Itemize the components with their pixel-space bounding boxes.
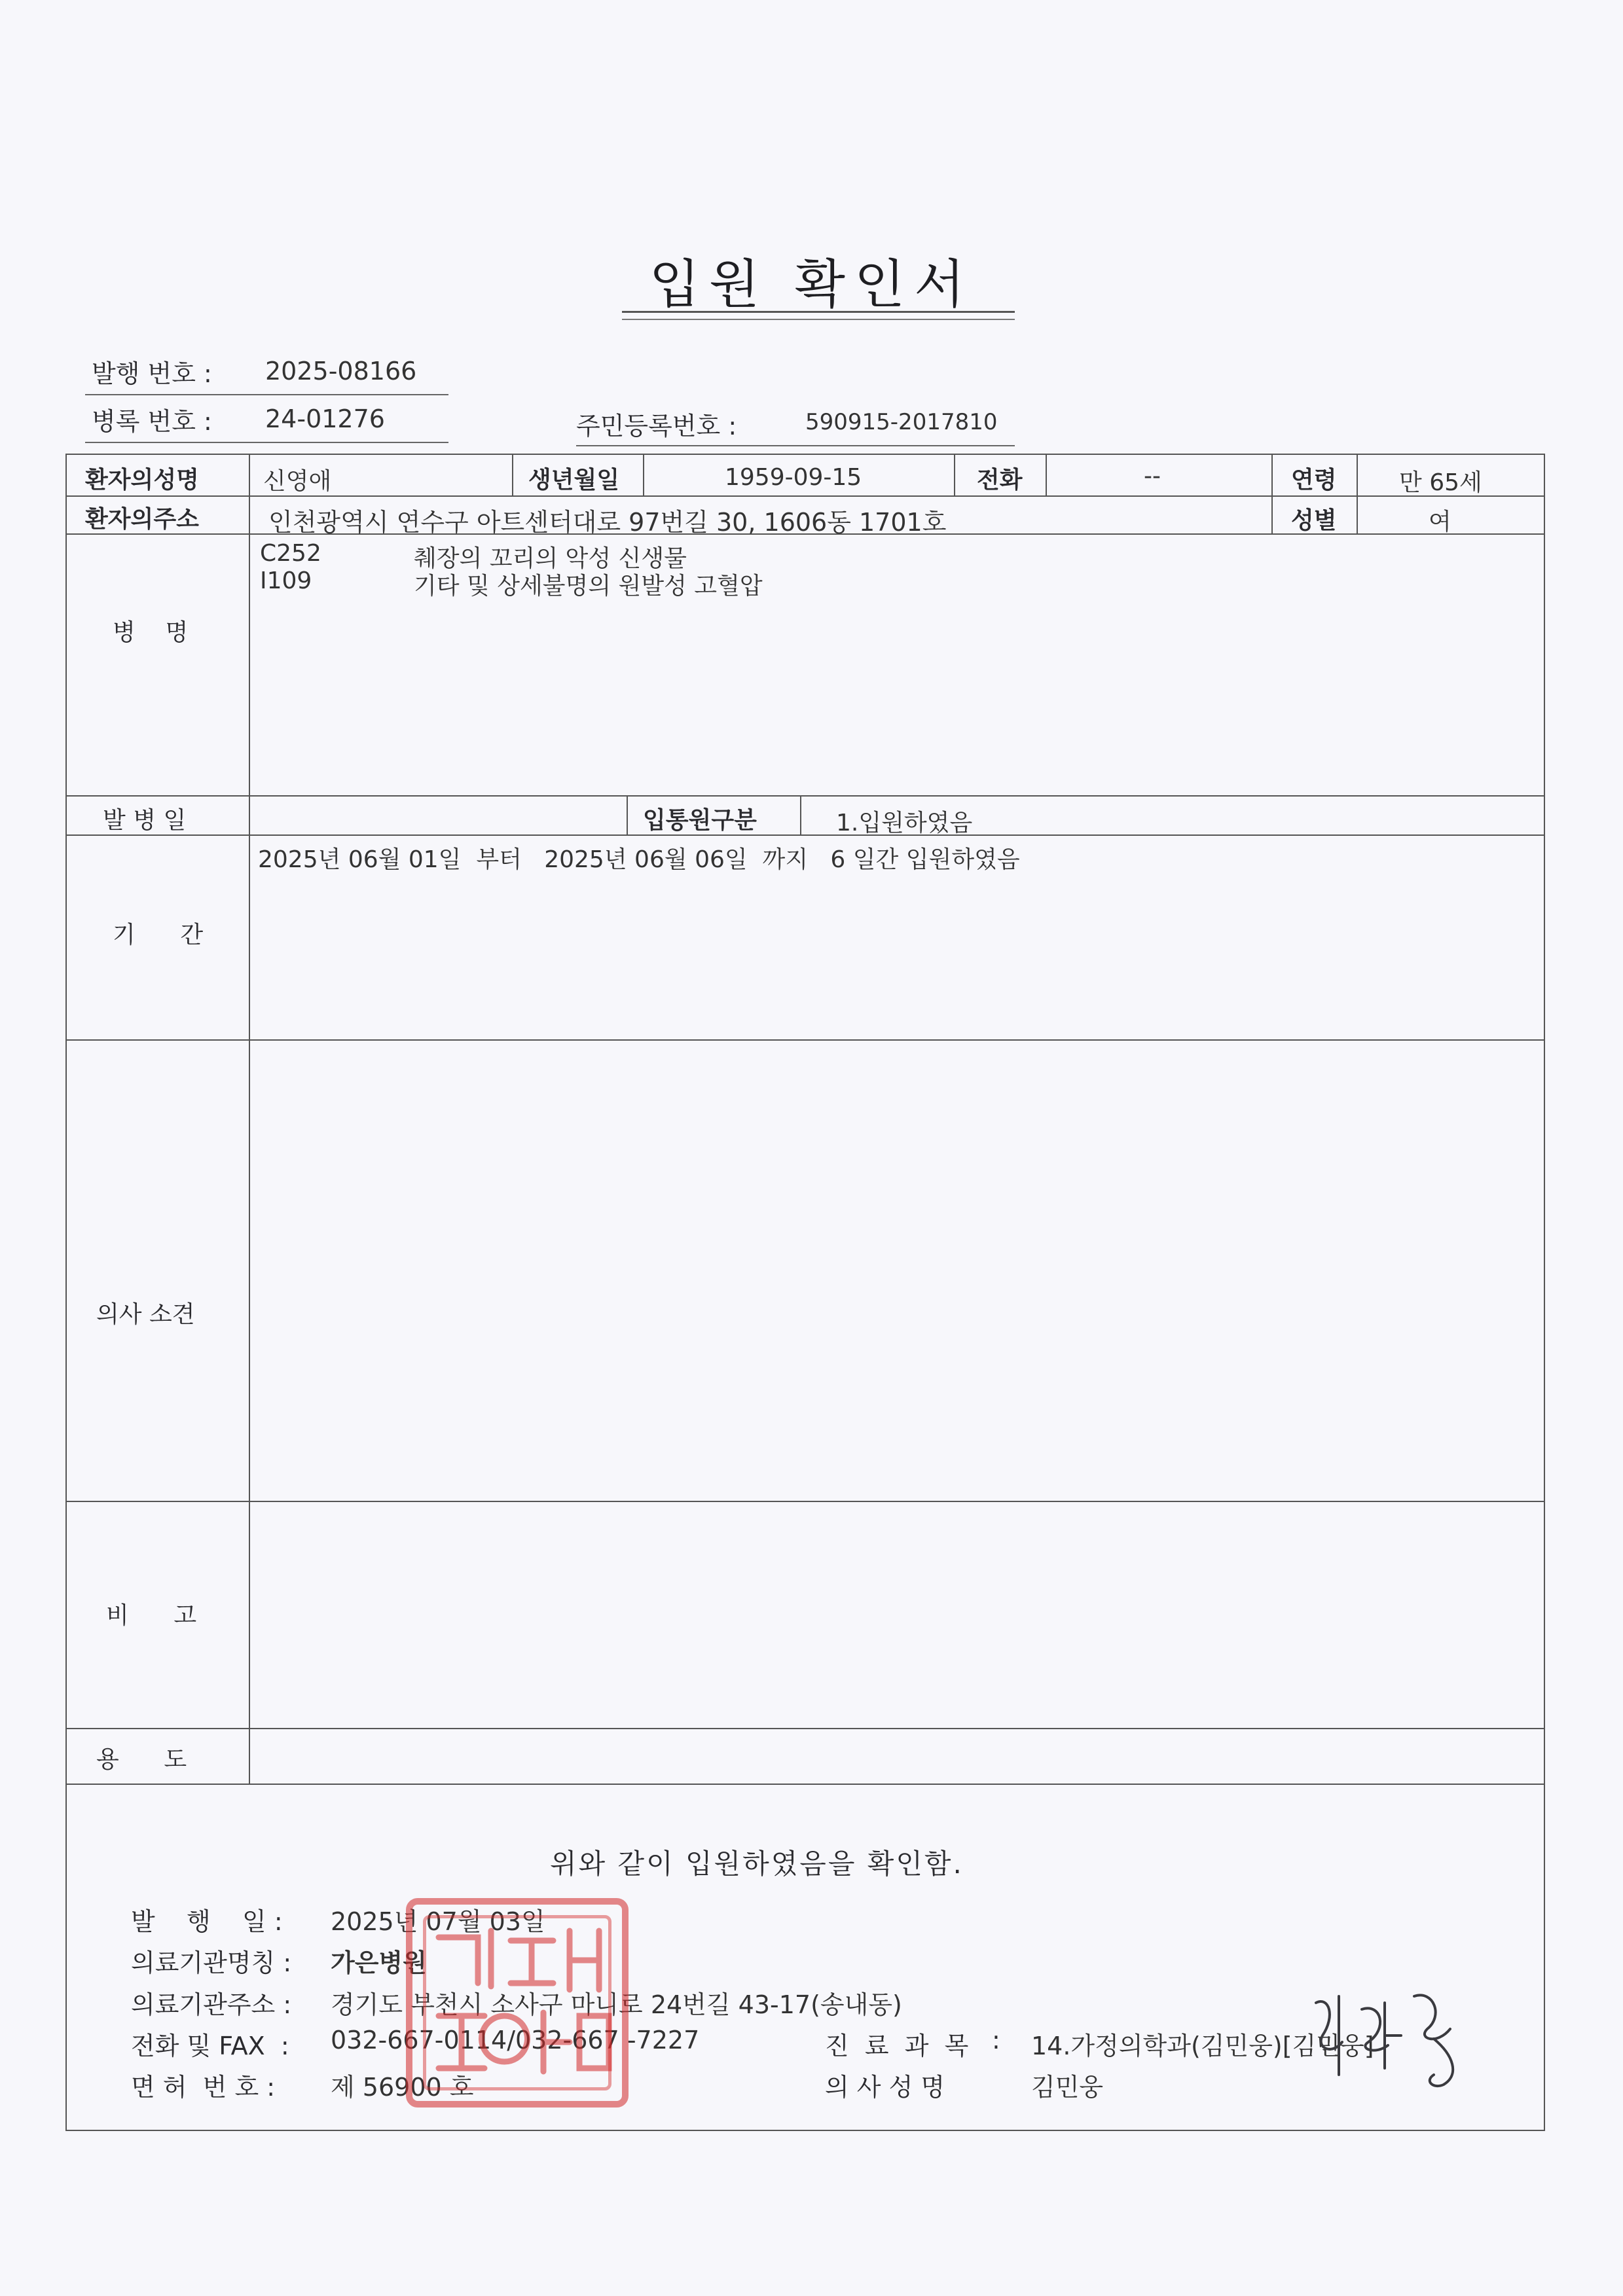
diagnosis-name-2: 기타 및 상세불명의 원발성 고혈압 bbox=[414, 573, 763, 600]
issue-date-label: 발 행 일 : bbox=[131, 1907, 283, 1936]
resident-no-value: 590915-2017810 bbox=[805, 409, 998, 435]
label-column-divider bbox=[249, 455, 250, 1784]
admission-type-label: 입통원구분 bbox=[643, 807, 757, 834]
resident-no-underline bbox=[576, 445, 1015, 446]
institution-address-value: 경기도 부천시 소사구 마니로 24번길 43-17(송내동) bbox=[331, 1990, 902, 2019]
document-title: 입원 확인서 bbox=[649, 254, 974, 315]
department-value: 14.가정의학과(김민웅)[김민웅] bbox=[1031, 2032, 1374, 2060]
confirmation-statement: 위와 같이 입원하였음을 확인함. bbox=[550, 1848, 964, 1880]
col-divider bbox=[1357, 455, 1358, 533]
doctor-signature-icon bbox=[1303, 1977, 1473, 2094]
diagnosis-code-2: I109 bbox=[260, 567, 312, 594]
resident-no-label: 주민등록번호 : bbox=[576, 412, 737, 440]
record-no-underline bbox=[85, 442, 448, 443]
birth-date-label: 생년월일 bbox=[528, 467, 620, 493]
tel-fax-value: 032-667-0114/032-667 -7227 bbox=[331, 2026, 700, 2054]
row-divider bbox=[67, 1039, 1544, 1041]
hospital-seal-stamp bbox=[406, 1898, 629, 2108]
issue-no-label: 발행 번호 : bbox=[92, 359, 212, 388]
period-text: 2025년 06월 01일 부터 2025년 06월 06일 까지 6 일간 입원하였음 bbox=[258, 846, 1020, 873]
institution-address-label: 의료기관주소 : bbox=[131, 1990, 292, 2019]
record-no-label: 병록 번호 : bbox=[92, 407, 212, 436]
issue-date-value: 2025년 07월 03일 bbox=[331, 1907, 545, 1936]
patient-name-label: 환자의성명 bbox=[85, 467, 199, 493]
col-divider bbox=[1271, 455, 1273, 533]
row-divider bbox=[67, 834, 1544, 836]
period-label: 기 간 bbox=[113, 922, 204, 948]
tel-fax-label: 전화 및 FAX : bbox=[131, 2032, 289, 2060]
col-divider bbox=[1046, 455, 1047, 495]
row-divider bbox=[67, 1501, 1544, 1502]
col-divider bbox=[954, 455, 955, 495]
record-no-value: 24-01276 bbox=[265, 404, 385, 433]
diagnosis-name-1: 췌장의 꼬리의 악성 신생물 bbox=[414, 545, 687, 572]
phone-label: 전화 bbox=[977, 467, 1023, 493]
title-underline bbox=[622, 311, 1015, 313]
department-colon: : bbox=[992, 2026, 1000, 2054]
row-divider bbox=[67, 1728, 1544, 1729]
issue-no-underline bbox=[85, 394, 448, 395]
doctor-name-value: 김민웅 bbox=[1031, 2073, 1104, 2102]
age-label: 연령 bbox=[1291, 467, 1337, 493]
diagnosis-label: 병 명 bbox=[113, 619, 189, 646]
birth-date-value: 1959-09-15 bbox=[725, 464, 862, 491]
doctor-name-label: 의 사 성 명 bbox=[825, 2073, 945, 2102]
col-divider bbox=[800, 795, 801, 834]
license-number-value: 제 56900 호 bbox=[331, 2073, 474, 2102]
title-underline-secondary bbox=[622, 319, 1015, 320]
col-divider bbox=[512, 455, 513, 495]
age-value: 만 65세 bbox=[1399, 469, 1482, 496]
remarks-label: 비 고 bbox=[106, 1602, 197, 1629]
doctor-opinion-label: 의사 소견 bbox=[96, 1301, 195, 1328]
purpose-label: 용 도 bbox=[96, 1746, 187, 1773]
license-number-label: 면 허 번 호 : bbox=[131, 2073, 276, 2102]
diagnosis-code-1: C252 bbox=[260, 540, 321, 567]
row-divider bbox=[67, 1784, 1544, 1785]
seal-glyphs-icon bbox=[412, 1905, 622, 2101]
institution-name-label: 의료기관명칭 : bbox=[131, 1948, 292, 1977]
issue-no-value: 2025-08166 bbox=[265, 357, 417, 386]
row-divider bbox=[67, 795, 1544, 797]
institution-name-value: 가은병원 bbox=[331, 1948, 427, 1977]
sex-value: 여 bbox=[1429, 509, 1451, 535]
onset-label: 발 병 일 bbox=[103, 807, 187, 834]
phone-value: -- bbox=[1144, 463, 1161, 490]
patient-address-label: 환자의주소 bbox=[85, 506, 199, 533]
sex-label: 성별 bbox=[1291, 507, 1337, 534]
col-divider bbox=[627, 795, 628, 834]
admission-type-value: 1.입원하였음 bbox=[836, 810, 973, 836]
patient-address-value: 인천광역시 연수구 아트센터대로 97번길 30, 1606동 1701호 bbox=[268, 508, 947, 537]
patient-name-value: 신영애 bbox=[263, 468, 332, 495]
col-divider bbox=[643, 455, 644, 495]
department-label: 진 료 과 목 bbox=[825, 2032, 969, 2060]
